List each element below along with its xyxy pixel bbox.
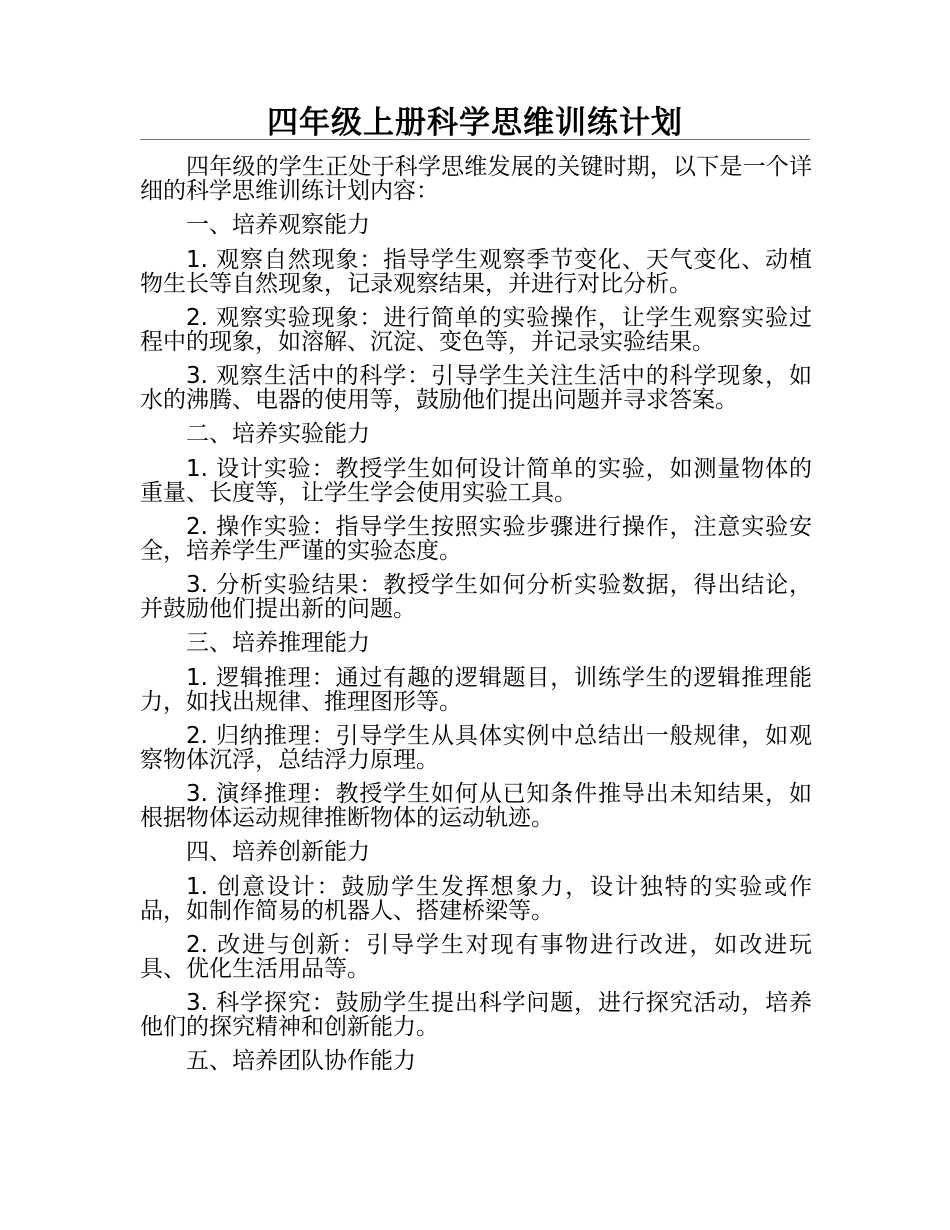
section-innovation bbox=[140, 840, 812, 1039]
section-heading: 五、培养团队协作能力 bbox=[186, 1048, 416, 1074]
section-item: 1. 逻辑推理：通过有趣的逻辑题目，训练学生的逻辑推理能力，如找出规律、推理图形等。 bbox=[140, 665, 812, 715]
section-heading: 三、培养推理能力 bbox=[186, 630, 370, 656]
section-item: 1. 创意设计：鼓励学生发挥想象力，设计独特的实验或作品，如制作简易的机器人、搭建桥梁等。 bbox=[140, 874, 812, 924]
section-heading: 四、培养创新能力 bbox=[186, 839, 370, 865]
section-item: 3. 演绎推理：教授学生如何从已知条件推导出未知结果，如根据物体运动规律推断物体的运动轨迹。 bbox=[140, 781, 812, 831]
section-item: 3. 分析实验结果：教授学生如何分析实验数据，得出结论，并鼓励他们提出新的问题。 bbox=[140, 572, 812, 622]
section-observation bbox=[140, 213, 812, 412]
section-item: 1. 观察自然现象：指导学生观察季节变化、天气变化、动植物生长等自然现象，记录观察结果，并进行对比分析。 bbox=[140, 247, 812, 297]
section-teamwork bbox=[140, 1049, 812, 1073]
section-item: 2. 观察实验现象：进行简单的实验操作，让学生观察实验过程中的现象，如溶解、沉淀、变色等，并记录实验结果。 bbox=[140, 305, 812, 355]
section-experiment bbox=[140, 422, 812, 621]
section-item: 3. 科学探究：鼓励学生提出科学问题，进行探究活动，培养他们的探究精神和创新能力。 bbox=[140, 990, 812, 1040]
document-body bbox=[140, 155, 812, 1084]
section-item: 1. 设计实验：教授学生如何设计简单的实验，如测量物体的重量、长度等，让学生学会使用实验工具。 bbox=[140, 456, 812, 506]
section-heading: 一、培养观察能力 bbox=[186, 212, 370, 238]
document-title: 四年级上册科学思维训练计划 bbox=[267, 105, 683, 141]
section-reasoning bbox=[140, 631, 812, 830]
title-underline bbox=[140, 139, 810, 140]
section-item: 3. 观察生活中的科学：引导学生关注生活中的科学现象，如水的沸腾、电器的使用等，鼓励他们提出问题并寻求答案。 bbox=[140, 363, 812, 413]
intro-paragraph: 四年级的学生正处于科学思维发展的关键时期，以下是一个详细的科学思维训练计划内容： bbox=[140, 154, 812, 204]
section-item: 2. 操作实验：指导学生按照实验步骤进行操作，注意实验安全，培养学生严谨的实验态度。 bbox=[140, 514, 812, 564]
section-item: 2. 归纳推理：引导学生从具体实例中总结出一般规律，如观察物体沉浮，总结浮力原理。 bbox=[140, 723, 812, 773]
section-heading: 二、培养实验能力 bbox=[186, 421, 370, 447]
section-item: 2. 改进与创新：引导学生对现有事物进行改进，如改进玩具、优化生活用品等。 bbox=[140, 932, 812, 982]
